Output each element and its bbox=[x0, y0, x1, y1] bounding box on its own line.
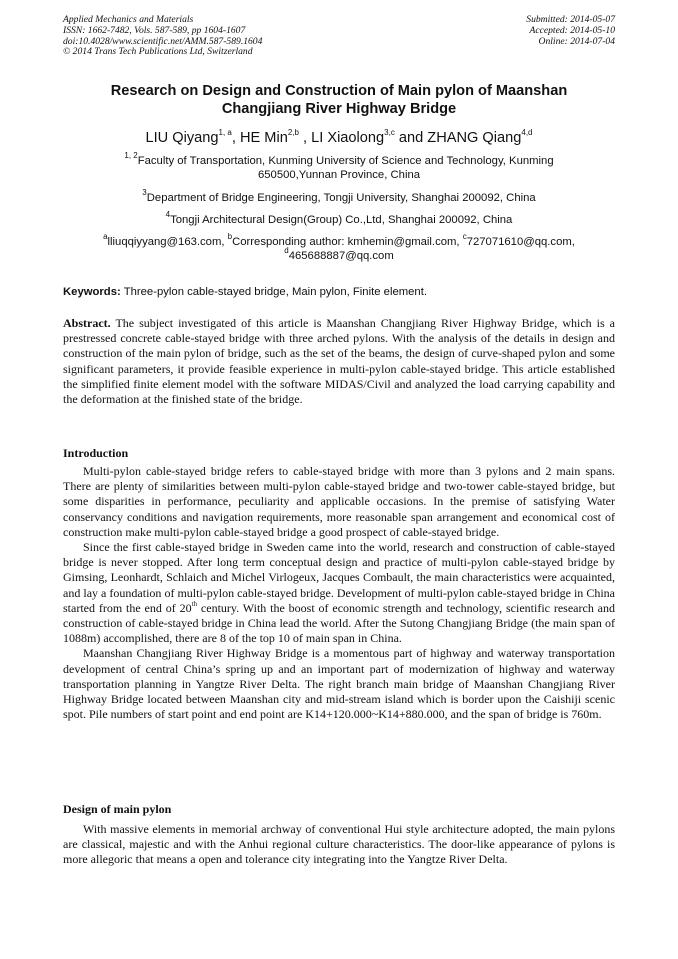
author-conjunction: and bbox=[398, 130, 424, 146]
design-body bbox=[63, 822, 615, 868]
abstract-text: The subject investigated of this article is Maanshan Changjiang River Highway Bridge, which is a prestressed concrete cable-stayed bridge with three arched pylons. With the analysis of the details in design and construction of the main pylon of bridge, such as the set of the beams, the design of curve-shaped pylon and some significant parameters, it provide feasible experience in multi-pylon cable-stayed bridge. This article established the simplified finite element model with the software MIDAS/Civil and analyzed the load carrying capability and the deformation at the finished state of the bridge. bbox=[63, 316, 615, 407]
issn-line: ISSN: 1662-7482, Vols. 587-589, pp 1604-1607 bbox=[63, 24, 246, 36]
author-marker: 3,c bbox=[384, 128, 395, 138]
paragraph: Since the first cable-stayed bridge in Sweden came into the world, research and construction of cable-stayed bridge is never stopped. After long term conceptual design and practice of multi-pylon cable-stayed bridge by Gimsing, Leonhardt, Schlaich and Michel Virlogeux, Jacques Combault, the main characteristics were acquainted, and lay a foundation of multi-pylon cable-stayed bridge. Development of multi-pylon cable-stayed bridge in China started from the end of 20th century. With the boost of economic strength and technology, scientific research and construction of cable-stayed bridge in China lead the world. After the Sutong Changjiang Bridge (the main span of 1088m) accomplished, there are 8 of the top 10 of main span in China. bbox=[63, 540, 616, 646]
email-c: 727071610@qq.com, bbox=[466, 236, 575, 248]
email-b: Corresponding author: kmhemin@gmail.com, bbox=[232, 236, 460, 248]
paragraph: Maanshan Changjiang River Highway Bridge is a momentous part of highway and waterway transportation development of central China’s spring up and an important part of modernization of highway and waterway transportation planning in Yangtze River Delta. The right branch main bridge of Maanshan Changjiang River Highway Bridge located between Maanshan city and mid-stream island which is border upon the Caishiji scenic spot. Pile numbers of start point and end point are K14+120.000~K14+880.000, and the span of bridge is 760m. bbox=[63, 646, 615, 722]
keywords bbox=[63, 285, 623, 299]
keywords-label: Keywords: bbox=[63, 286, 121, 298]
email-a: lliuqqiyyang@163.com, bbox=[107, 236, 225, 248]
journal-name: Applied Mechanics and Materials bbox=[63, 14, 194, 25]
online-date: Online: 2014-07-04 bbox=[538, 35, 615, 47]
section-heading-introduction: Introduction bbox=[63, 446, 129, 460]
author-list: LIU Qiyang$^{1, a}$, HE Min$^{2,b}$ , LI Xiaolong$^{3,c}$ and ZHANG Qiang$^{4,d}$ bbox=[145, 128, 533, 146]
affiliation-marker: 3 bbox=[142, 188, 147, 198]
introduction-body bbox=[63, 464, 615, 722]
section-heading-design: Design of main pylon bbox=[63, 802, 172, 816]
affiliation-1 bbox=[70, 151, 608, 182]
author-marker: 1, a bbox=[218, 128, 232, 138]
author-name: LIU Qiyang bbox=[145, 130, 219, 146]
author-marker: 2,b bbox=[287, 128, 299, 138]
journal-header bbox=[63, 15, 262, 58]
email-marker: c bbox=[462, 232, 467, 242]
author-marker: 4,d bbox=[521, 128, 533, 138]
email-d: 465688887@qq.com bbox=[288, 250, 394, 262]
title-line-1: Research on Design and Construction of Main pylon of Maanshan bbox=[110, 83, 568, 99]
submitted-date: Submitted: 2014-05-07 bbox=[526, 14, 615, 25]
affiliation-3 bbox=[70, 188, 608, 205]
paragraph: Multi-pylon cable-stayed bridge refers to cable-stayed bridge with more than 3 pylons and 2 main spans. There are plenty of similarities between multi-pylon cable-stayed bridge and two-tower cable-stayed bridge, but some disparities in performance, peculiarity and applicable occasions. In the premise of satisfying Water conservancy conditions and navigation requirements, more reasonable span arrangement and economical cost of construction make multi-pylon cable-stayed bridge a good prospect of cable-stayed bridge. bbox=[63, 464, 615, 539]
email-marker: d bbox=[284, 246, 289, 256]
accepted-date: Accepted: 2014-05-10 bbox=[529, 24, 615, 36]
email-marker: a bbox=[103, 232, 108, 242]
author-name: HE Min bbox=[239, 130, 288, 146]
affiliation-4 bbox=[70, 210, 608, 227]
doi-line: doi:10.4028/www.scientific.net/AMM.587-589.1604 bbox=[63, 35, 263, 47]
abstract-label: Abstract. bbox=[63, 316, 111, 330]
author-emails bbox=[40, 232, 638, 263]
dates-header bbox=[526, 15, 615, 47]
author-name: ZHANG Qiang bbox=[427, 130, 522, 146]
affiliation-text: 650500,Yunnan Province, China bbox=[257, 169, 421, 181]
affiliation-text: Faculty of Transportation, Kunming University of Science and Technology, Kunming bbox=[137, 155, 554, 167]
affiliation-marker: 1, 2 bbox=[124, 151, 138, 161]
copyright-line: © 2014 Trans Tech Publications Ltd, Switzerland bbox=[63, 46, 253, 58]
affiliation-marker: 4 bbox=[165, 210, 171, 220]
keywords-text: Three-pylon cable-stayed bridge, Main pylon, Finite element. bbox=[120, 286, 427, 298]
author-name: LI Xiaolong bbox=[311, 130, 385, 146]
ordinal-suffix: th bbox=[191, 599, 198, 608]
affiliation-text: Department of Bridge Engineering, Tongji University, Shanghai 200092, China bbox=[146, 192, 536, 204]
paper-title bbox=[50, 82, 628, 118]
affiliation-text: Tongji Architectural Design(Group) Co.,Ltd, Shanghai 200092, China bbox=[170, 214, 513, 226]
abstract bbox=[63, 316, 615, 407]
paragraph: With massive elements in memorial archway of conventional Hui style architecture adopted, the main pylons are classical, majestic and with the Anhui regional culture characteristics. The door-like appearance of pylons is more allegoric that means a open and tolerance city integrating into the Yangtze River Delta. bbox=[63, 822, 615, 867]
email-marker: b bbox=[227, 232, 233, 242]
title-line-2: Changjiang River Highway Bridge bbox=[221, 101, 457, 117]
